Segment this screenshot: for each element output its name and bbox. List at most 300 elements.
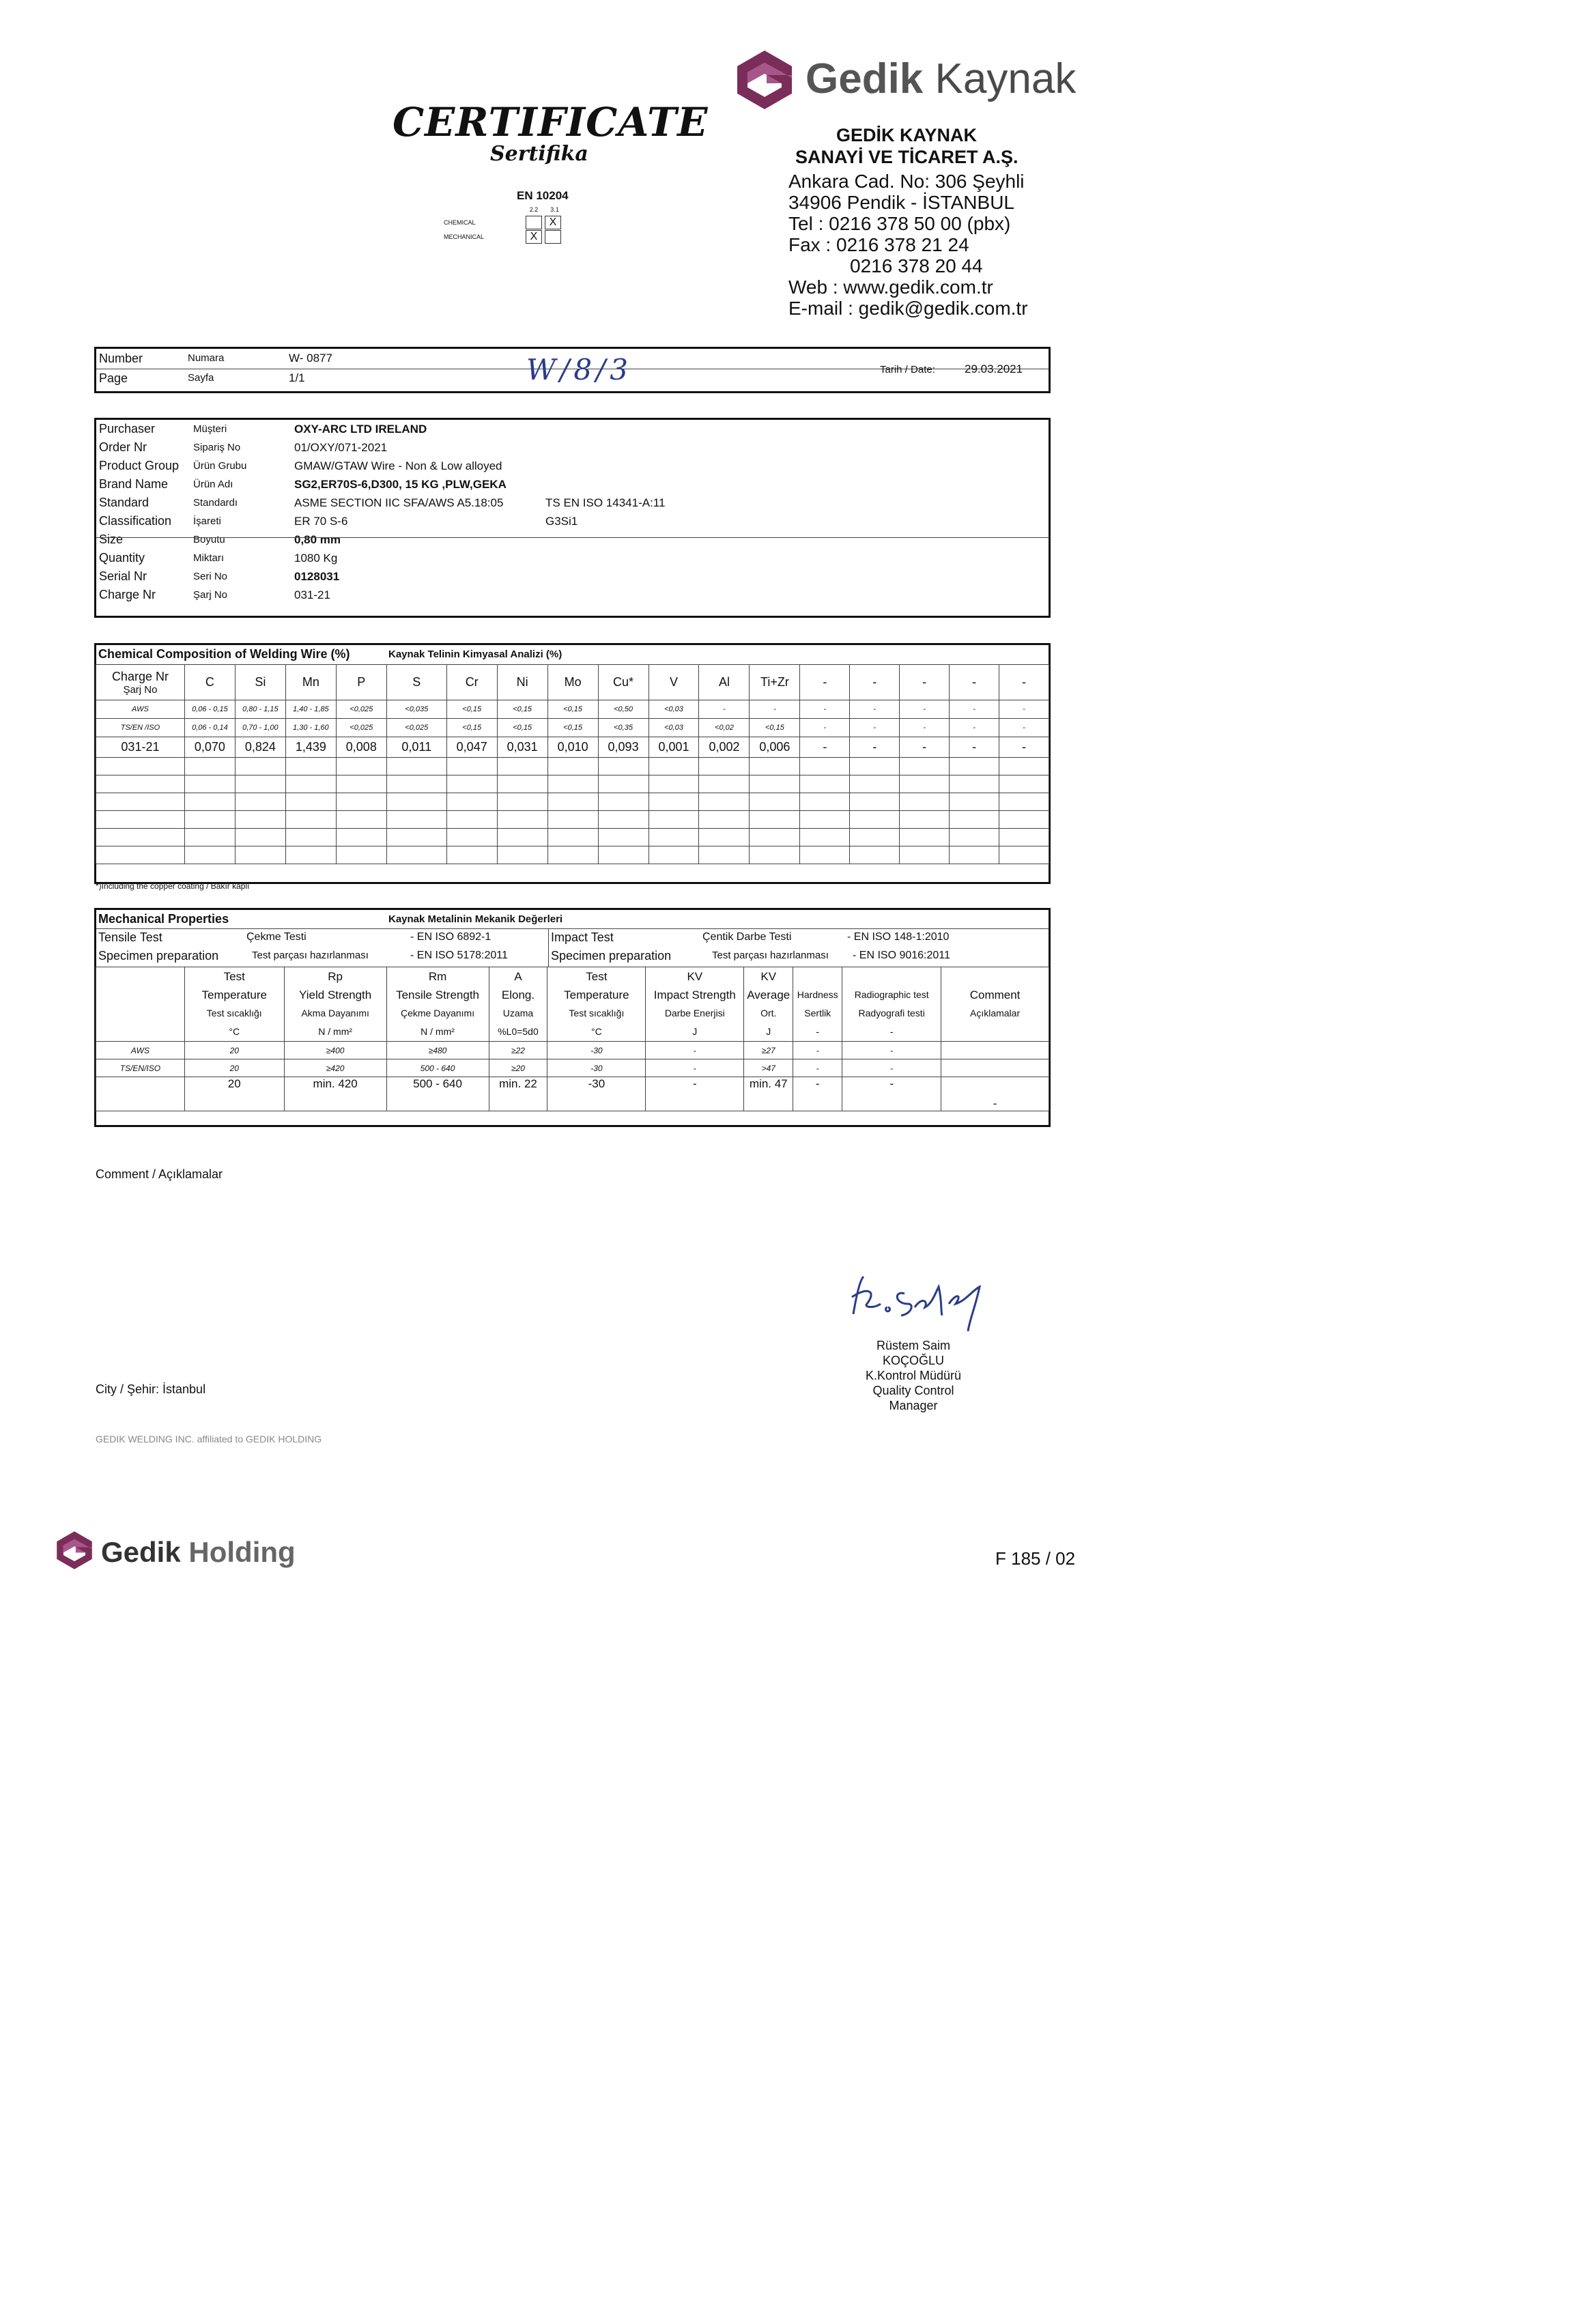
chem-limit-cell: <0,15 [446,700,497,719]
mech-h1: Test [586,970,608,983]
info-label-tr: Seri No [193,571,228,582]
chem-limit-cell: <0,50 [598,700,649,719]
info-label: Quantity [99,551,145,565]
empty-cell [699,811,750,829]
empty-cell [184,829,235,846]
empty-cell [950,758,999,775]
mech-result-cell: min. 420 [284,1077,386,1111]
chem-limit-cell: <0,15 [547,700,598,719]
empty-cell [800,758,850,775]
mech-h3: Açıklamalar [969,1008,1021,1019]
empty-cell [950,846,999,864]
empty-cell [96,967,185,1042]
chem-limit-cell: <0,025 [336,700,386,719]
product-info-table [96,420,1049,604]
mech-limit-cell: ≥20 [489,1059,547,1077]
mech-title-tr: Kaynak Metalinin Mekanik Değerleri [388,913,563,925]
element-header: Al [699,665,750,700]
chem-limit-cell: - [800,719,850,737]
info-label-tr: Şarj No [193,589,228,601]
mech-h2: Elong. [501,988,535,1001]
company-legal-name: SANAYİ VE TİCARET A.Ş. [795,147,1018,167]
chem-limit-cell: - [699,700,750,719]
certificate-title: CERTIFICATE [393,99,709,145]
mech-h2: Average [747,988,790,1001]
empty-cell [96,793,185,811]
chem-limit-cell: 0,80 - 1,15 [235,700,285,719]
info-row [96,457,1049,475]
chem-result-cell: 0,011 [386,737,446,758]
form-number: F 185 / 02 [995,1548,1076,1569]
info-row [96,586,1049,604]
info-value: SG2,ER70S-6,D300, 15 KG ,PLW,GEKA [294,477,507,491]
info-label-tr: Sipariş No [193,442,241,453]
mech-header-row [96,967,1049,1042]
mech-header-cell [646,967,744,1042]
info-label: Charge Nr [99,588,156,601]
mechanical-22-checkbox: X [526,230,542,244]
mech-header-cell [744,967,793,1042]
signer-block [849,1338,978,1413]
empty-cell [900,829,950,846]
chemical-row-label: CHEMICAL [444,219,476,226]
col-31-label: 3.1 [550,206,559,213]
holding-logo-text: Gedik Holding [101,1536,296,1568]
gedik-holding-logo-icon [55,1529,94,1571]
mech-limit-cell: ≥420 [284,1059,386,1077]
mech-limit-cell: -30 [547,1042,646,1059]
mech-limit-row [96,1042,1049,1059]
chem-limit-cell: <0,025 [336,719,386,737]
info-value-2 [543,457,1049,475]
empty-cell [999,829,1049,846]
page-value: 1/1 [289,371,305,384]
empty-cell [285,758,336,775]
empty-cell [285,829,336,846]
empty-cell [184,775,235,793]
mech-h4: J [692,1026,698,1037]
mech-header-cell [842,967,941,1042]
info-value: 0128031 [294,569,340,583]
tensile-test-label: Tensile Test [98,930,162,944]
chem-limit-cell: <0,025 [386,719,446,737]
fax-line: Fax : 0216 378 21 24 [788,234,969,255]
empty-cell [750,758,800,775]
empty-cell [497,793,547,811]
element-header: C [184,665,235,700]
element-header: - [850,665,900,700]
chem-result-cell: 0,031 [497,737,547,758]
empty-cell [649,811,699,829]
mech-limit-cell: >47 [744,1059,793,1077]
email-line: E-mail : gedik@gedik.com.tr [788,298,1028,319]
info-label: Standard [99,496,149,509]
chemical-22-checkbox [526,216,542,229]
info-label-tr: İşareti [193,515,221,527]
mech-limit-row [96,1059,1049,1077]
info-row [96,438,1049,457]
tel-line: Tel : 0216 378 50 00 (pbx) [788,213,1011,234]
empty-cell [850,775,900,793]
chem-result-cell: - [900,737,950,758]
handwritten-note: W/8/3 [526,353,632,386]
empty-cell [386,793,446,811]
empty-cell [446,846,497,864]
chem-limit-cell: 1,40 - 1,85 [285,700,336,719]
mech-h4: N / mm² [421,1026,455,1037]
mech-header-cell [489,967,547,1042]
chem-result-cell: 0,824 [235,737,285,758]
empty-cell [649,846,699,864]
impact-test-label: Impact Test [551,930,614,944]
empty-cell [999,758,1049,775]
chem-limit-row [96,719,1049,737]
info-value-2: TS EN ISO 14341-A:11 [545,496,666,509]
city-label: City / Şehir: İstanbul [96,1382,206,1396]
empty-cell [999,811,1049,829]
empty-cell [850,846,900,864]
info-label-tr: Miktarı [193,552,224,564]
certificate-subtitle: Sertifika [490,142,588,166]
empty-cell [750,811,800,829]
empty-cell [598,846,649,864]
chem-limit-cell: <0,035 [386,700,446,719]
empty-cell [547,775,598,793]
empty-cell [497,846,547,864]
web-line: Web : www.gedik.com.tr [788,276,993,298]
number-label: Number [99,352,143,365]
chem-limit-cell: - [999,719,1049,737]
page-label: Page [99,371,128,385]
info-value: OXY-ARC LTD IRELAND [294,422,427,436]
empty-cell [950,829,999,846]
charge-header-en: Charge Nr [111,669,169,683]
empty-cell [336,811,386,829]
info-label-tr: Ürün Grubu [193,460,247,472]
info-label: Order Nr [99,440,147,454]
empty-cell [999,793,1049,811]
mech-limit-cell: - [842,1059,941,1077]
chem-limit-cell: - [850,700,900,719]
specimen-prep-label-2-tr: Test parçası hazırlanması [712,950,829,961]
info-label-tr: Boyutu [193,534,225,545]
empty-cell [941,1042,1049,1059]
empty-cell [446,793,497,811]
date-value: 29.03.2021 [965,362,1023,375]
empty-cell [336,793,386,811]
chem-limit-cell: <0,15 [497,719,547,737]
address-line-1: Ankara Cad. No: 306 Şeyhli [788,171,1025,192]
empty-cell [285,793,336,811]
info-value: ER 70 S-6 [294,514,348,528]
chem-result-cell: 031-21 [96,737,185,758]
mech-header-cell [184,967,284,1042]
chemical-31-checkbox: X [545,216,561,229]
empty-cell [386,811,446,829]
chem-limit-cell: 0,06 - 0,14 [184,719,235,737]
mech-h2: Temperature [201,988,267,1001]
info-value: ASME SECTION IIC SFA/AWS A5.18:05 [294,496,504,509]
chem-empty-row [96,758,1049,775]
fax-line-2: 0216 378 20 44 [850,255,983,276]
mech-limit-cell: - [793,1042,842,1059]
empty-cell [386,846,446,864]
mech-h2: Tensile Strength [396,988,479,1001]
mech-header-cell [547,967,646,1042]
empty-cell [547,829,598,846]
mech-limit-cell: TS/EN/ISO [96,1059,185,1077]
mech-result-cell: min. 47 [744,1077,793,1111]
empty-cell [999,775,1049,793]
mech-h3: Test sıcaklığı [206,1008,262,1019]
chem-result-cell: 1,439 [285,737,336,758]
empty-cell [285,846,336,864]
empty-cell [547,811,598,829]
element-header: - [800,665,850,700]
info-row [96,567,1049,586]
mechanical-properties-table [96,967,1049,1111]
mech-limit-cell: ≥22 [489,1042,547,1059]
info-row [96,494,1049,512]
en10204-checkbox-grid [444,205,580,246]
empty-cell [184,811,235,829]
specimen-prep-label-tr: Test parçası hazırlanması [252,950,369,961]
chem-limit-cell: <0,15 [497,700,547,719]
empty-cell [941,1059,1049,1077]
info-label: Size [99,532,124,546]
chem-empty-row [96,829,1049,846]
mech-h3: Sertlik [804,1008,831,1019]
empty-cell [547,793,598,811]
mech-result-cell [96,1077,185,1111]
empty-cell [336,846,386,864]
mech-h2: Hardness [797,989,838,1000]
element-header: Ti+Zr [750,665,800,700]
empty-cell [235,775,285,793]
chem-limit-cell: - [900,719,950,737]
chem-result-cell: - [800,737,850,758]
empty-cell [598,775,649,793]
mech-header-cell [941,967,1049,1042]
mech-limit-cell: 500 - 640 [386,1059,489,1077]
empty-cell [497,758,547,775]
chem-header-row [96,665,1049,700]
empty-cell [184,758,235,775]
chem-title: Chemical Composition of Welding Wire (%) [98,647,350,661]
mech-limit-cell: ≥480 [386,1042,489,1059]
empty-cell [285,811,336,829]
document-number-box [94,347,1051,393]
mech-limit-cell: 20 [184,1059,284,1077]
info-value: 0,80 mm [294,532,341,546]
signer-name: Rüstem Saim KOÇOĞLU [876,1339,951,1367]
empty-cell [497,775,547,793]
chem-limit-cell: <0,03 [649,719,699,737]
company-name: GEDİK KAYNAK [836,125,978,145]
chem-result-cell: 0,002 [699,737,750,758]
empty-cell [649,793,699,811]
empty-cell [699,758,750,775]
impact-test-standard: - EN ISO 148-1:2010 [847,931,950,943]
tensile-test-label-tr: Çekme Testi [246,931,307,943]
mech-result-cell: - [941,1077,1049,1111]
info-row [96,549,1049,567]
empty-cell [386,829,446,846]
info-label: Brand Name [99,477,169,491]
mech-h3: Ort. [760,1008,777,1019]
element-header: S [386,665,446,700]
chem-result-cell: 0,093 [598,737,649,758]
gedik-logo-icon [734,49,795,111]
company-address [788,171,1028,319]
empty-cell [446,758,497,775]
info-value: 031-21 [294,588,330,601]
mech-h1: Rm [428,970,447,983]
mech-h4: N / mm² [318,1026,353,1037]
chem-limit-cell: <0,02 [699,719,750,737]
empty-cell [386,758,446,775]
empty-cell [900,846,950,864]
chem-result-cell: 0,010 [547,737,598,758]
chem-limit-cell: - [800,700,850,719]
empty-cell [446,775,497,793]
chem-result-cell: 0,006 [750,737,800,758]
empty-cell [999,846,1049,864]
chem-result-cell: 0,047 [446,737,497,758]
address-line-2: 34906 Pendik - İSTANBUL [788,192,1014,213]
chem-limit-cell: - [750,700,800,719]
element-header: Cu* [598,665,649,700]
element-header: Si [235,665,285,700]
element-header: - [999,665,1049,700]
empty-cell [649,775,699,793]
mechanical-31-checkbox [545,230,561,244]
element-header: Mo [547,665,598,700]
empty-cell [900,811,950,829]
empty-cell [336,758,386,775]
mech-h2: Radiographic test [854,989,929,1000]
chem-result-cell: - [850,737,900,758]
empty-cell [800,846,850,864]
chem-limit-cell: - [999,700,1049,719]
mech-h3: Çekme Dayanımı [400,1008,475,1019]
empty-cell [235,793,285,811]
empty-cell [800,829,850,846]
chem-limit-cell: <0,15 [446,719,497,737]
chem-limit-cell: <0,03 [649,700,699,719]
chem-limit-cell: 0,70 - 1,00 [235,719,285,737]
mech-h2: Temperature [564,988,629,1001]
empty-cell [800,793,850,811]
chem-empty-row [96,775,1049,793]
empty-cell [598,811,649,829]
specimen-prep-label: Specimen preparation [98,949,219,963]
chem-limit-cell: - [900,700,950,719]
charge-header [96,665,185,700]
empty-cell [235,829,285,846]
chemical-composition-table [96,664,1049,864]
empty-cell [649,758,699,775]
info-value-2: G3Si1 [545,514,578,528]
mech-h1: KV [687,970,703,983]
empty-cell [850,758,900,775]
empty-cell [497,829,547,846]
chem-limit-row [96,700,1049,719]
chemical-composition-box [94,643,1051,884]
empty-cell [750,775,800,793]
empty-cell [800,811,850,829]
mech-result-cell: -30 [547,1077,646,1111]
element-header: Ni [497,665,547,700]
mech-h2: Comment [969,988,1021,1001]
info-row [96,420,1049,438]
info-label-tr: Standardı [193,497,238,509]
empty-cell [900,793,950,811]
mech-h2: Impact Strength [653,988,736,1001]
mech-header-cell [386,967,489,1042]
chem-result-row [96,737,1049,758]
empty-cell [750,846,800,864]
mech-h3: Test sıcaklığı [569,1008,625,1019]
standard-label: EN 10204 [517,189,569,202]
mech-h4: %L0=5d0 [498,1026,539,1037]
chem-empty-row [96,793,1049,811]
empty-cell [850,811,900,829]
empty-cell [497,811,547,829]
empty-cell [336,775,386,793]
element-header: Mn [285,665,336,700]
info-row [96,512,1049,530]
empty-cell [699,775,750,793]
info-value-2 [543,567,1049,586]
empty-cell [184,793,235,811]
empty-cell [235,846,285,864]
empty-cell [598,758,649,775]
empty-cell [950,811,999,829]
chem-limit-cell: - [850,719,900,737]
info-value: GMAW/GTAW Wire - Non & Low alloyed [294,459,502,472]
empty-cell [235,811,285,829]
mech-result-cell: - [842,1077,941,1111]
mech-limit-cell: - [646,1059,744,1077]
chem-empty-row [96,846,1049,864]
chem-result-cell: - [999,737,1049,758]
chem-title-tr: Kaynak Telinin Kimyasal Analizi (%) [388,649,562,660]
chem-limit-cell: 1,30 - 1,60 [285,719,336,737]
mech-h4: - [816,1026,820,1037]
empty-cell [96,846,185,864]
empty-cell [950,775,999,793]
company-logo-text: Gedik Kaynak [806,55,1077,102]
info-label-tr: Ürün Adı [193,479,233,490]
chem-empty-row [96,811,1049,829]
element-header: P [336,665,386,700]
chem-limit-cell: - [950,719,999,737]
chem-limit-cell: <0,15 [750,719,800,737]
empty-cell [800,775,850,793]
info-value-2 [543,420,1049,438]
chem-footnote: *)Including the copper coating / Bakır kaplı [96,881,250,891]
chem-limit-cell: AWS [96,700,185,719]
mechanical-row-label: MECHANICAL [444,233,485,240]
empty-cell [235,758,285,775]
empty-cell [96,829,185,846]
info-row [96,475,1049,494]
empty-cell [446,829,497,846]
mech-h2: Yield Strength [299,988,372,1001]
mech-h1: KV [760,970,777,983]
info-row [96,530,1049,549]
